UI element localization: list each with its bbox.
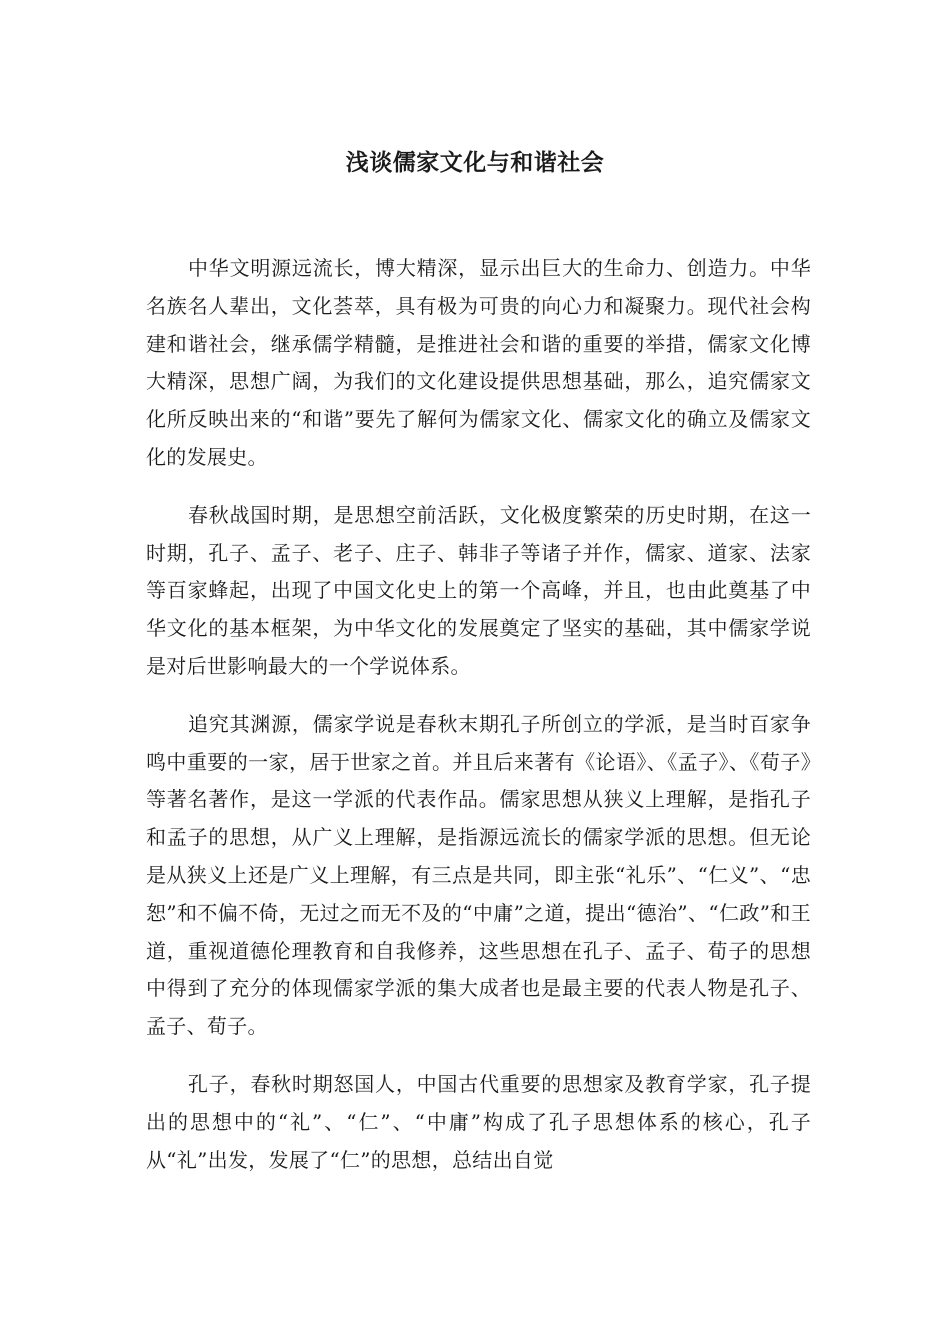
paragraph-2: 春秋战国时期，是思想空前活跃，文化极度繁荣的历史时期，在这一时期，孔子、孟子、老子、庄子、韩非子等诸子并作，儒家、道家、法家等百家蜂起，出现了中国文化史上的第一个高峰，并且，也由此奠基了中华文化的基本框架，为中华文化的发展奠定了坚实的基础，其中儒家学说是对后世影响最大的一个学说体系。 xyxy=(146,502,811,678)
paragraph-1: 中华文明源远流长，博大精深，显示出巨大的生命力、创造力。中华名族名人辈出，文化荟萃，具有极为可贵的向心力和凝聚力。现代社会构建和谐社会，继承儒学精髓，是推进社会和谐的重要的举措，儒家文化博大精深，思想广阔，为我们的文化建设提供思想基础，那么，追究儒家文化所反映出来的“和谐”要先了解何为儒家文化、儒家文化的确立及儒家文化的发展史。 xyxy=(146,256,811,469)
document-title: 浅谈儒家文化与和谐社会 xyxy=(345,149,605,176)
paragraph-4: 孔子，春秋时期怒国人，中国古代重要的思想家及教育学家，孔子提出的思想中的“礼”、“仁”、“中庸”构成了孔子思想体系的核心，孔子从“礼”出发，发展了“仁”的思想，总结出自觉 xyxy=(146,1071,811,1172)
document-body xyxy=(146,250,811,1199)
paragraph-3: 追究其渊源，儒家学说是春秋末期孔子所创立的学派，是当时百家争鸣中重要的一家，居于世家之首。并且后来著有《论语》、《孟子》、《荀子》等著名著作，是这一学派的代表作品。儒家思想从狭义上理解，是指孔子和孟子的思想，从广义上理解，是指源远流长的儒家学派的思想。但无论是从狭义上还是广义上理解，有三点是共同，即主张“礼乐”、“仁义”、“忠恕”和不偏不倚，无过之而无不及的“中庸”之道，提出“德治”、“仁政”和王道，重视道德伦理教育和自我修养，这些思想在孔子、孟子、荀子的思想中得到了充分的体现儒家学派的集大成者也是最主要的代表人物是孔子、孟子、荀子。 xyxy=(146,711,811,1039)
